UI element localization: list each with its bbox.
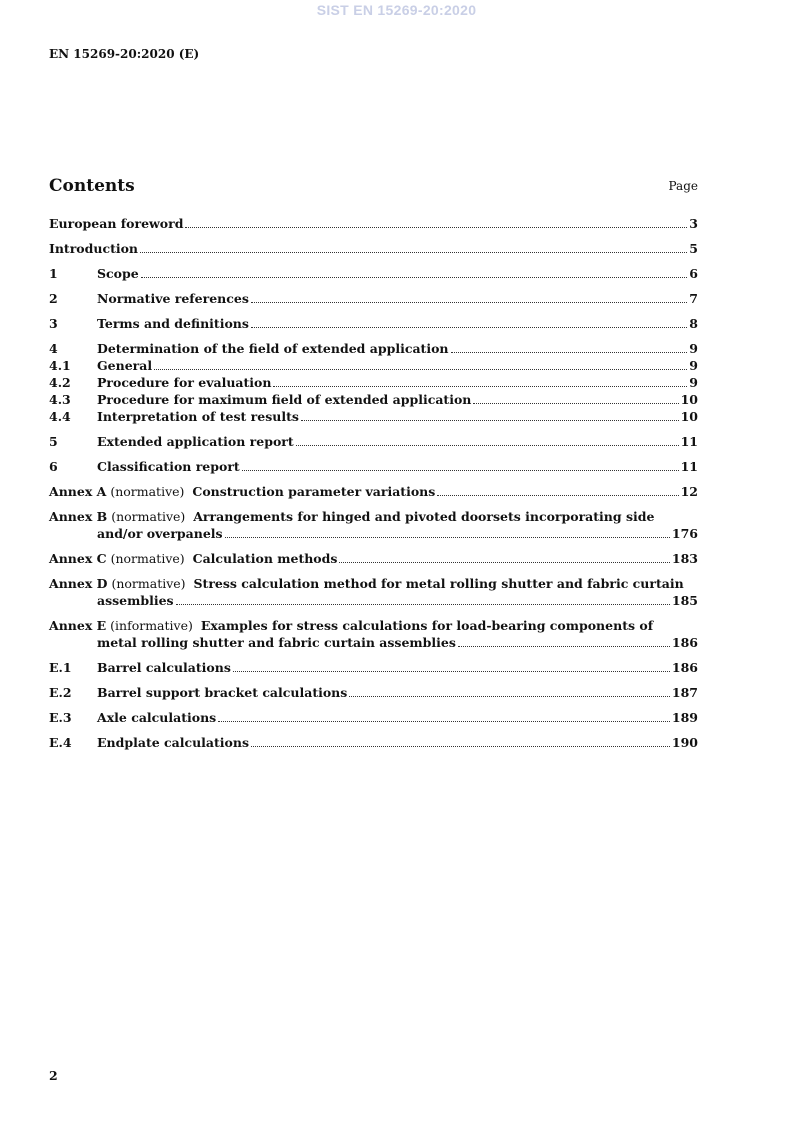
toc-title: Barrel calculations: [97, 660, 231, 675]
toc-entry-annex-e[interactable]: [49, 617, 698, 651]
toc-entry-procedure-for-evaluation[interactable]: [49, 374, 698, 391]
toc-title: Procedure for maximum field of extended application: [97, 392, 472, 407]
toc-page: 186: [671, 660, 698, 675]
toc-page: 12: [680, 484, 698, 499]
toc-number: 4.3: [49, 392, 71, 407]
leader-dots: [218, 721, 670, 722]
leader-dots: [141, 277, 688, 278]
toc-page: 8: [689, 316, 698, 331]
annex-label: Annex A: [49, 484, 107, 499]
toc-page: 10: [680, 392, 698, 407]
toc-number: E.4: [49, 735, 72, 750]
toc-number: 4.2: [49, 375, 71, 390]
toc-entry-annex-c[interactable]: [49, 550, 698, 567]
toc-title: Classification report: [97, 459, 240, 474]
toc-page: 183: [671, 551, 698, 566]
leader-dots: [251, 302, 687, 303]
leader-dots: [273, 386, 687, 387]
toc-page: 187: [671, 685, 698, 700]
annex-label: Annex E: [49, 618, 107, 633]
toc-number: 4: [49, 341, 58, 356]
toc-entry-axle-calculations[interactable]: [49, 709, 698, 726]
toc-number: 4.4: [49, 409, 71, 424]
toc-title: Examples for stress calculations for load-bearing components of: [200, 618, 654, 633]
toc-title: Construction parameter variations: [192, 484, 436, 499]
annex-type: (informative): [110, 618, 193, 633]
toc-title: European foreword: [49, 216, 184, 231]
annex-type: (normative): [111, 576, 186, 591]
toc-page: 9: [689, 358, 698, 373]
toc-entry-field-of-extended-application[interactable]: [49, 340, 698, 357]
toc-entry-extended-application-report[interactable]: [49, 433, 698, 450]
toc-number: E.3: [49, 710, 72, 725]
toc-page: 7: [689, 291, 698, 306]
leader-dots: [242, 470, 679, 471]
leader-dots: [176, 604, 670, 605]
toc-title: Arrangements for hinged and pivoted doorsets incorporating side: [193, 509, 655, 524]
toc-title: Axle calculations: [97, 710, 217, 725]
leader-dots: [296, 445, 679, 446]
toc-title: Extended application report: [97, 434, 294, 449]
toc-title: Procedure for evaluation: [97, 375, 272, 390]
toc-entry-european-foreword[interactable]: [49, 215, 698, 232]
toc-title: General: [97, 358, 153, 373]
page-column-label: Page: [668, 179, 698, 193]
annex-type: (normative): [110, 551, 185, 566]
page-number: 2: [49, 1068, 58, 1083]
toc-page: 190: [671, 735, 698, 750]
contents-heading: Contents: [49, 176, 135, 196]
toc-title: Introduction: [49, 241, 139, 256]
annex-label: Annex D: [49, 576, 108, 591]
toc-title: Barrel support bracket calculations: [97, 685, 348, 700]
leader-dots: [458, 646, 670, 647]
toc-page: 185: [671, 593, 698, 608]
leader-dots: [437, 495, 678, 496]
toc-title-continued: assemblies: [97, 593, 174, 608]
toc-page: 11: [680, 434, 698, 449]
toc-page: 5: [689, 241, 698, 256]
toc-entry-barrel-support-bracket[interactable]: [49, 684, 698, 701]
toc-page: 9: [689, 341, 698, 356]
leader-dots: [349, 696, 670, 697]
toc-title: Endplate calculations: [97, 735, 250, 750]
toc-entry-procedure-for-maximum-field[interactable]: [49, 391, 698, 408]
toc-title: Determination of the field of extended application: [97, 341, 449, 356]
toc-entry-normative-references[interactable]: [49, 290, 698, 307]
leader-dots: [185, 227, 687, 228]
toc-title-continued: and/or overpanels: [97, 526, 223, 541]
leader-dots: [233, 671, 670, 672]
toc-entry-barrel-calculations[interactable]: [49, 659, 698, 676]
leader-dots: [251, 327, 687, 328]
annex-label: Annex C: [49, 551, 107, 566]
toc-number: 1: [49, 266, 58, 281]
toc-entry-classification-report[interactable]: [49, 458, 698, 475]
annex-type: (normative): [110, 484, 185, 499]
toc-page: 11: [680, 459, 698, 474]
leader-dots: [251, 746, 670, 747]
toc-title: Terms and definitions: [97, 316, 249, 331]
toc-number: 5: [49, 434, 58, 449]
annex-type: (normative): [111, 509, 186, 524]
toc-number: E.1: [49, 660, 72, 675]
leader-dots: [451, 352, 688, 353]
toc-entry-general[interactable]: [49, 357, 698, 374]
leader-dots: [301, 420, 679, 421]
toc-page: 189: [671, 710, 698, 725]
leader-dots: [225, 537, 670, 538]
toc-page: 10: [680, 409, 698, 424]
toc-title: Calculation methods: [192, 551, 338, 566]
toc-page: 3: [689, 216, 698, 231]
toc-page: 186: [671, 635, 698, 650]
toc-page: 6: [689, 266, 698, 281]
toc-entry-annex-b[interactable]: [49, 508, 698, 542]
watermark: SIST EN 15269-20:2020: [316, 2, 477, 18]
toc-number: 3: [49, 316, 58, 331]
toc-title: Stress calculation method for metal rolling shutter and fabric curtain: [193, 576, 684, 591]
toc-entry-scope[interactable]: [49, 265, 698, 282]
toc-number: 6: [49, 459, 58, 474]
toc-title-continued: metal rolling shutter and fabric curtain assemblies: [97, 635, 456, 650]
toc-entry-terms-and-definitions[interactable]: [49, 315, 698, 332]
toc-number: 4.1: [49, 358, 71, 373]
toc-entry-interpretation-of-test-results[interactable]: [49, 408, 698, 425]
annex-label: Annex B: [49, 509, 108, 524]
toc-entry-endplate-calculations[interactable]: [49, 734, 698, 751]
toc-entry-annex-a[interactable]: [49, 483, 698, 500]
toc-title: Normative references: [97, 291, 249, 306]
leader-dots: [473, 403, 678, 404]
document-id: EN 15269-20:2020 (E): [49, 47, 200, 61]
toc-page: 176: [671, 526, 698, 541]
toc-number: 2: [49, 291, 58, 306]
toc-entry-introduction[interactable]: [49, 240, 698, 257]
leader-dots: [140, 252, 687, 253]
leader-dots: [154, 369, 687, 370]
toc-title: Interpretation of test results: [97, 409, 299, 424]
toc-entry-annex-d[interactable]: [49, 575, 698, 609]
toc-title: Scope: [97, 266, 139, 281]
toc-page: 9: [689, 375, 698, 390]
leader-dots: [339, 562, 669, 563]
toc-number: E.2: [49, 685, 72, 700]
table-of-contents: [49, 215, 698, 751]
